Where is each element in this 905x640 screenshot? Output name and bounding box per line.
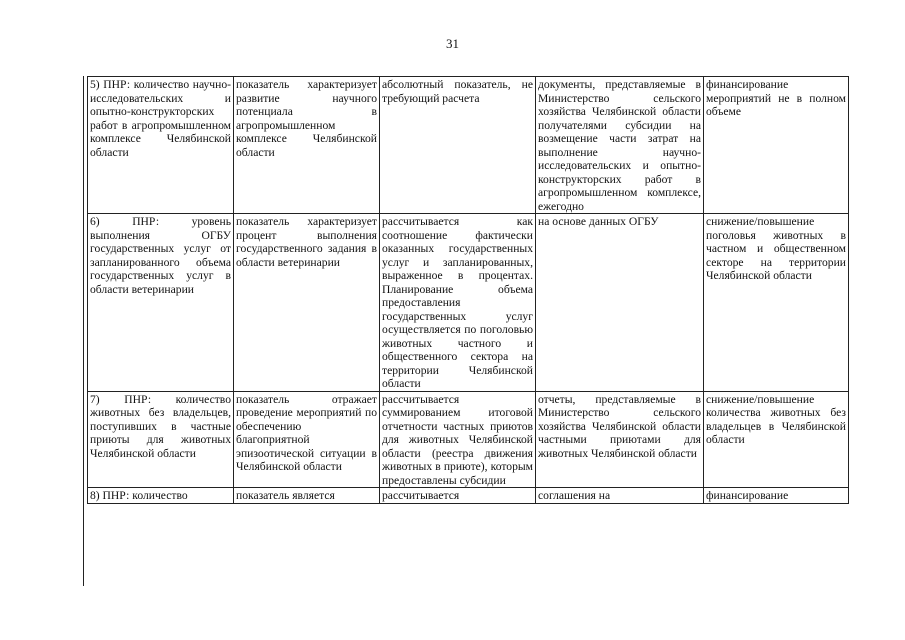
indicator-cell: 5) ПНР: количество научно-исследовательских и опытно-конструкторских работ в агропромышленном комплексе Челябинской области bbox=[88, 77, 234, 214]
factors-cell: снижение/повышение поголовья животных в частном и общественном секторе на территории Челябинской области bbox=[704, 214, 849, 392]
characteristic-cell: показатель является bbox=[234, 488, 380, 504]
method-cell: рассчитывается bbox=[380, 488, 536, 504]
characteristic-cell: показатель характеризует развитие научного потенциала в агропромышленном комплексе Челябинской области bbox=[234, 77, 380, 214]
characteristic-cell: показатель отражает проведение мероприятий по обеспечению благоприятной эпизоотической ситуации в Челябинской области bbox=[234, 391, 380, 488]
indicator-cell: 6) ПНР: уровень выполнения ОГБУ государственных услуг от запланированного объема государственных услуг в области ветеринарии bbox=[88, 214, 234, 392]
indicator-cell: 8) ПНР: количество bbox=[88, 488, 234, 504]
source-cell: документы, представляемые в Министерство сельского хозяйства Челябинской области получателями субсидии на возмещение части затрат на выполнение научно-исследовательских и опытно-конструкторских работ в агропромышленном комплексе, ежегодно bbox=[536, 77, 704, 214]
page-number: 31 bbox=[446, 36, 459, 51]
source-cell: соглашения на bbox=[536, 488, 704, 504]
indicators-table bbox=[87, 76, 849, 504]
method-cell: абсолютный показатель, не требующий расчета bbox=[380, 77, 536, 214]
source-cell: на основе данных ОГБУ bbox=[536, 214, 704, 392]
table-row bbox=[88, 391, 849, 488]
table-row bbox=[88, 214, 849, 392]
method-cell: рассчитывается суммированием итоговой отчетности частных приютов для животных Челябинской области (реестра движения животных в приюте), которым предоставлены субсидии bbox=[380, 391, 536, 488]
characteristic-cell: показатель характеризует процент выполнения государственного задания в области ветеринарии bbox=[234, 214, 380, 392]
source-cell: отчеты, представляемые в Министерство сельского хозяйства Челябинской области частными приютами для животных Челябинской области bbox=[536, 391, 704, 488]
method-cell: рассчитывается как соотношение фактически оказанных государственных услуг и запланированных, выраженное в процентах. Планирование объема предоставления государственных услуг осуществляется по поголовью животных частного и общественного сектора на территории Челябинской области bbox=[380, 214, 536, 392]
left-margin-rule bbox=[83, 76, 84, 586]
table-row bbox=[88, 77, 849, 214]
indicator-cell: 7) ПНР: количество животных без владельцев, поступивших в частные приюты для животных Челябинской области bbox=[88, 391, 234, 488]
factors-cell: снижение/повышение количества животных без владельцев в Челябинской области bbox=[704, 391, 849, 488]
table-row bbox=[88, 488, 849, 504]
factors-cell: финансирование bbox=[704, 488, 849, 504]
factors-cell: финансирование мероприятий не в полном объеме bbox=[704, 77, 849, 214]
